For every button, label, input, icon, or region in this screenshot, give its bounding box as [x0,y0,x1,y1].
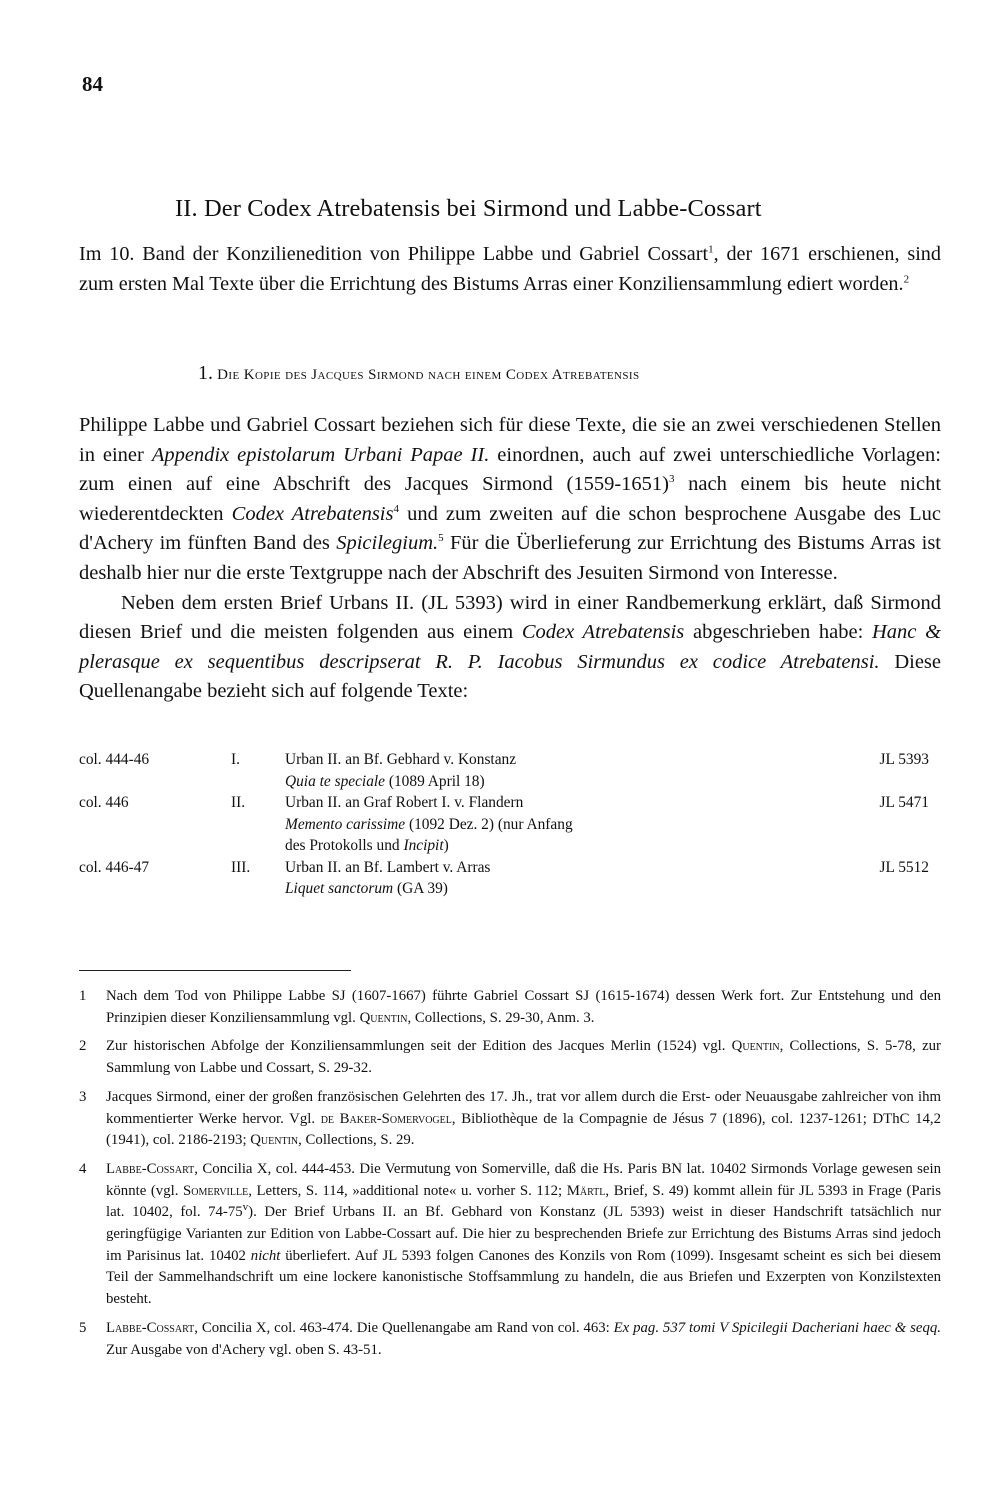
footnote-ref-1[interactable]: 1 [708,243,714,256]
footnotes [79,986,941,1368]
sub-heading: 1. Die Kopie des Jacques Sirmond nach einem Codex Atrebatensis [198,362,640,384]
item-number: II. [231,794,246,811]
body-text [79,411,941,707]
column-reference: col. 444-46 [79,751,150,768]
page-number: 84 [82,72,103,96]
paragraph-2: Neben dem ersten Brief Urbans II. (JL 5393) wird in einer Randbemerkung erklärt, daß Sirmond diesen Brief und die meisten folgenden aus einem Codex Atrebatensis abgeschrieben habe: Hanc & plerasque ex sequentibus descripserat R. P. Iacobus Sirmundus ex codice Atrebatensi. Diese Quellenangabe bezieht sich auf folgende Texte: [79,591,942,703]
text-list [79,749,941,900]
intro-paragraph: Im 10. Band der Konzilienedition von Philippe Labbe und Gabriel Cossart$^1$, der 1671 erschienen, sind zum ersten Mal Texte über die Errichtung des Bistums Arras einer Konziliensammlung ediert worden.$^2$ [79,243,941,295]
footnote-3: 3 Jacques Sirmond, einer der großen französischen Gelehrten des 17. Jh., trat vor allem durch die Erst- oder Neuausgabe zahlreicher von ihm kommentierter Werke hervor. Vgl. de Baker-Somervogel, Bibliothèque de la Compagnie de Jésus 7 (1896), col. 1237-1261; DThC 14,2 (1941), col. 2186-2193; Quentin, Collections, S. 29. [79,1088,942,1149]
item-description: Urban II. an Bf. Lambert v. Arras Liquet sanctorum (GA 39) [285,858,491,897]
footnote-4: 4 Labbe-Cossart, Concilia X, col. 444-453. Die Vermutung von Somerville, daß die Hs. Paris BN lat. 10402 Sirmonds Vorlage gewesen sein könnte (vgl. Somerville, Letters, S. 114, »additional note« u. vorher S. 112; Märtl, Brief, S. 49) kommt allein für JL 5393 in Frage (Paris lat. 10402, fol. 74-75$^v$). Der Brief Urbans II. an Bf. Gebhard von Konstanz (JL 5393) weist in dieser Handschrift tatsächlich nur geringfügige Varianten zur Edition von Labbe-Cossart auf. Die hier zu besprechenden Briefe zur Errichtung des Bistums Arras sind jedoch im Parisinus lat. 10402 nicht überliefert. Auf JL 5393 folgen Canones des Konzils von Rom (1099). Insgesamt scheint es sich bei diesem Teil der Sammelhandschrift um eine lockere kanonistische Stoffsammlung zu handeln, die aus Briefen und Exzerpten von Konzilstexten besteht. [79,1160,941,1308]
list-item [79,749,941,792]
footnote-1: 1 Nach dem Tod von Philippe Labbe SJ (1607-1667) führte Gabriel Cossart SJ (1615-1674) dessen Werk fort. Zur Entstehung und den Prinzipien dieser Konziliensammlung vgl. Quentin, Collections, S. 29-30, Anm. 3. [79,988,941,1026]
list-item [79,857,941,900]
footnote-ref-4[interactable]: 4 [393,502,399,515]
footnote-2: 2 Zur historischen Abfolge der Konziliensammlungen seit der Edition des Jacques Merlin (1524) vgl. Quentin, Collections, S. 5-78, zur Sammlung von Labbe und Cossart, S. 29-32. [79,1038,941,1077]
footnote-5: 5 Labbe-Cossart, Concilia X, col. 463-474. Die Quellenangabe am Rand von col. 463: Ex pag. 537 tomi V Spicilegii Dacheriani haec & seqq. Zur Ausgabe von d'Achery vgl. oben S. 43-51. [79,1319,941,1358]
jl-number: JL 5393 [879,751,929,768]
item-description: Urban II. an Bf. Gebhard v. Konstanz Quia te speciale (1089 April 18) [285,751,517,790]
footnote-ref-5[interactable]: 5 [438,532,444,545]
list-item [79,792,941,857]
item-number: I. [231,751,240,768]
footnote-divider [79,970,351,971]
item-number: III. [231,858,251,876]
column-reference: col. 446 [79,794,129,811]
jl-number: JL 5512 [879,858,929,876]
item-description: Urban II. an Graf Robert I. v. Flandern Memento carissime (1092 Dez. 2) (nur Anfang des Protokolls und Incipit) [285,794,573,854]
footnote-ref-3[interactable]: 3 [668,473,675,486]
paragraph-1: Philippe Labbe und Gabriel Cossart beziehen sich für diese Texte, die sie an zwei verschiedenen Stellen in einer Appendix epistolarum Urbani Papae II. einordnen, auch auf zwei unterschiedliche Vorlagen: zum einen auf eine Abschrift des Jacques Sirmond (1559-1651)$^3$ nach einem bis heute nicht wiederentdeckten Codex Atrebatensis$^4$ und zum zweiten auf die schon besprochene Ausgabe des Luc d'Achery im fünften Band des Spicilegium.$^5$ Für die Überlieferung zur Errichtung des Bistums Arras ist deshalb hier nur die erste Textgruppe nach der Abschrift des Jesuiten Sirmond von Interesse. [79,414,942,584]
jl-number: JL 5471 [879,794,929,811]
section-heading: II. Der Codex Atrebatensis bei Sirmond und Labbe-Cossart [175,195,762,222]
footnote-ref-2[interactable]: 2 [903,272,910,285]
column-reference: col. 446-47 [79,858,150,876]
